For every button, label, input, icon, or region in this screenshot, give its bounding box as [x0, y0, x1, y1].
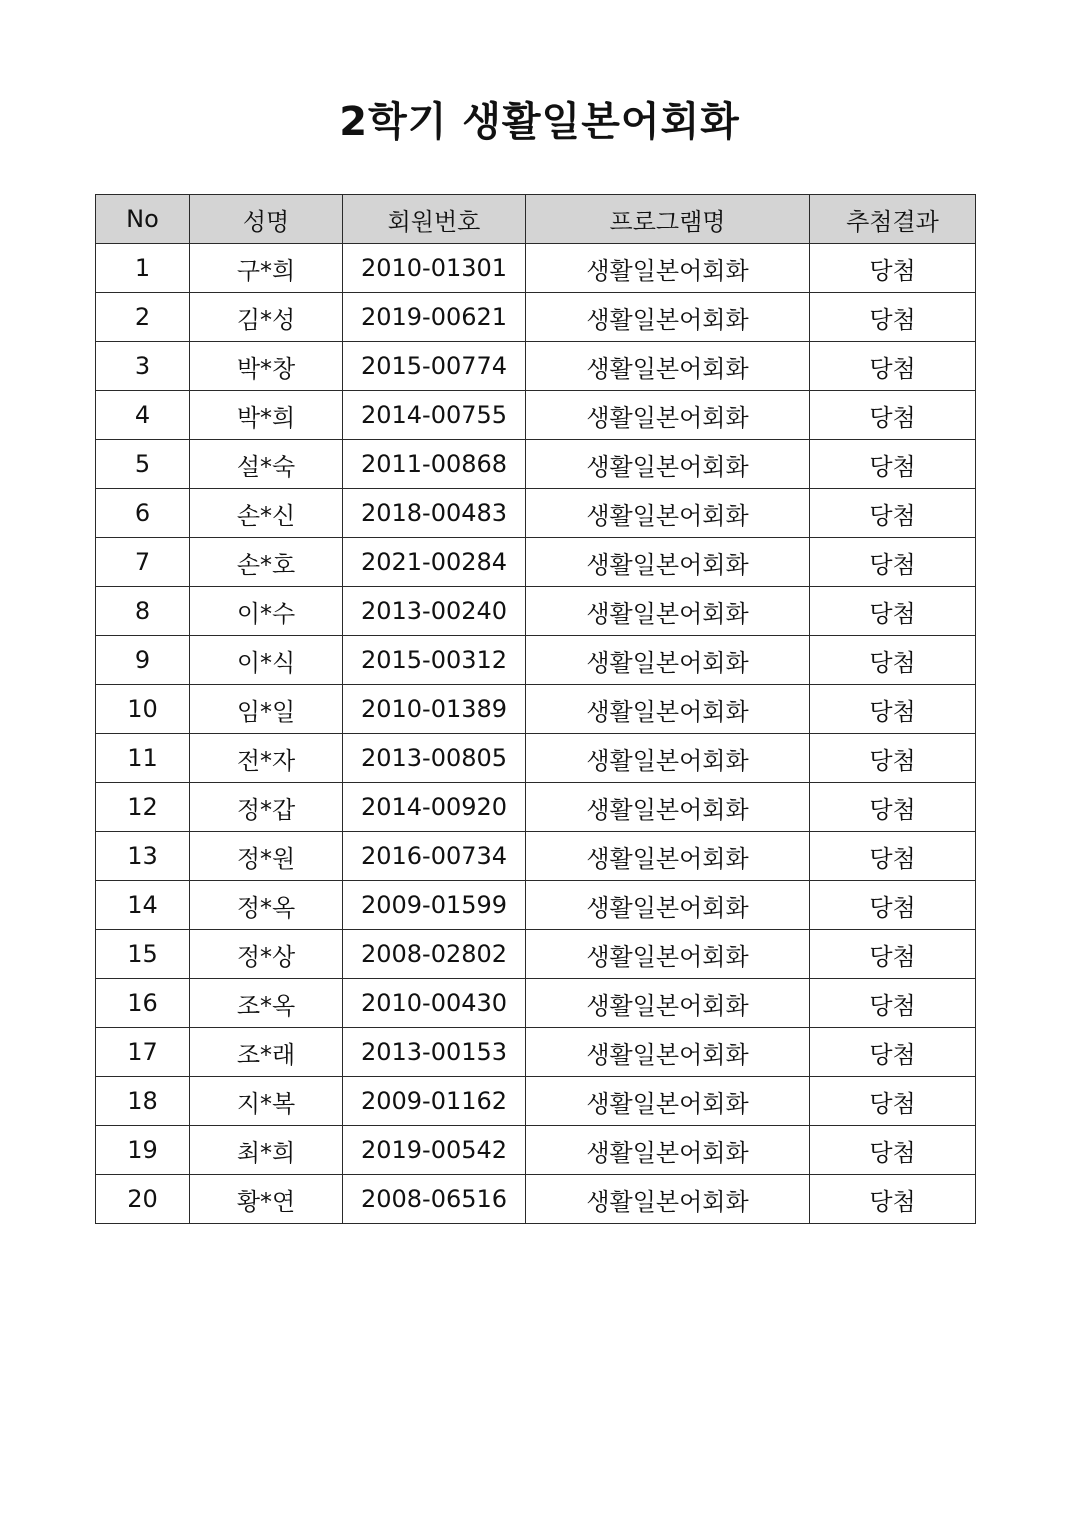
cell-no: 15 [96, 930, 190, 979]
cell-member-number: 2013-00240 [343, 587, 526, 636]
cell-draw-result: 당첨 [810, 538, 976, 587]
cell-no: 20 [96, 1175, 190, 1224]
cell-draw-result: 당첨 [810, 342, 976, 391]
cell-name: 구*희 [190, 244, 343, 293]
cell-no: 5 [96, 440, 190, 489]
table-row [96, 783, 976, 832]
cell-no: 8 [96, 587, 190, 636]
cell-member-number: 2018-00483 [343, 489, 526, 538]
cell-name: 조*옥 [190, 979, 343, 1028]
cell-name: 이*식 [190, 636, 343, 685]
cell-no: 12 [96, 783, 190, 832]
cell-name: 최*희 [190, 1126, 343, 1175]
cell-name: 정*원 [190, 832, 343, 881]
cell-program-name: 생활일본어회화 [526, 832, 810, 881]
header-no: No [96, 195, 190, 244]
cell-program-name: 생활일본어회화 [526, 636, 810, 685]
cell-program-name: 생활일본어회화 [526, 587, 810, 636]
cell-draw-result: 당첨 [810, 440, 976, 489]
cell-program-name: 생활일본어회화 [526, 685, 810, 734]
cell-no: 19 [96, 1126, 190, 1175]
table-row [96, 1028, 976, 1077]
cell-draw-result: 당첨 [810, 1077, 976, 1126]
cell-draw-result: 당첨 [810, 489, 976, 538]
cell-name: 손*호 [190, 538, 343, 587]
table-row [96, 489, 976, 538]
cell-member-number: 2014-00755 [343, 391, 526, 440]
cell-member-number: 2008-06516 [343, 1175, 526, 1224]
table-header-row [96, 195, 976, 244]
cell-name: 황*연 [190, 1175, 343, 1224]
table-body [96, 244, 976, 1224]
header-draw-result: 추첨결과 [810, 195, 976, 244]
cell-program-name: 생활일본어회화 [526, 1175, 810, 1224]
cell-draw-result: 당첨 [810, 244, 976, 293]
cell-draw-result: 당첨 [810, 391, 976, 440]
cell-no: 10 [96, 685, 190, 734]
cell-member-number: 2011-00868 [343, 440, 526, 489]
cell-program-name: 생활일본어회화 [526, 1126, 810, 1175]
cell-draw-result: 당첨 [810, 881, 976, 930]
cell-no: 6 [96, 489, 190, 538]
cell-name: 김*성 [190, 293, 343, 342]
table-row [96, 440, 976, 489]
cell-name: 박*창 [190, 342, 343, 391]
cell-no: 1 [96, 244, 190, 293]
table-row [96, 881, 976, 930]
cell-program-name: 생활일본어회화 [526, 391, 810, 440]
table-row [96, 636, 976, 685]
cell-member-number: 2019-00542 [343, 1126, 526, 1175]
cell-program-name: 생활일본어회화 [526, 734, 810, 783]
table-row [96, 342, 976, 391]
cell-member-number: 2009-01599 [343, 881, 526, 930]
cell-member-number: 2015-00774 [343, 342, 526, 391]
header-program-name: 프로그램명 [526, 195, 810, 244]
cell-program-name: 생활일본어회화 [526, 783, 810, 832]
cell-program-name: 생활일본어회화 [526, 244, 810, 293]
cell-name: 이*수 [190, 587, 343, 636]
cell-draw-result: 당첨 [810, 685, 976, 734]
cell-name: 임*일 [190, 685, 343, 734]
cell-member-number: 2019-00621 [343, 293, 526, 342]
cell-program-name: 생활일본어회화 [526, 1028, 810, 1077]
cell-member-number: 2010-00430 [343, 979, 526, 1028]
cell-name: 조*래 [190, 1028, 343, 1077]
cell-name: 정*상 [190, 930, 343, 979]
cell-no: 4 [96, 391, 190, 440]
page-title: 2학기 생활일본어회화 [339, 99, 740, 145]
cell-draw-result: 당첨 [810, 636, 976, 685]
cell-draw-result: 당첨 [810, 783, 976, 832]
cell-no: 17 [96, 1028, 190, 1077]
cell-member-number: 2013-00805 [343, 734, 526, 783]
cell-member-number: 2013-00153 [343, 1028, 526, 1077]
cell-no: 2 [96, 293, 190, 342]
cell-program-name: 생활일본어회화 [526, 342, 810, 391]
cell-member-number: 2016-00734 [343, 832, 526, 881]
cell-name: 손*신 [190, 489, 343, 538]
cell-name: 박*희 [190, 391, 343, 440]
cell-program-name: 생활일본어회화 [526, 1077, 810, 1126]
cell-member-number: 2015-00312 [343, 636, 526, 685]
cell-no: 18 [96, 1077, 190, 1126]
cell-member-number: 2010-01301 [343, 244, 526, 293]
cell-draw-result: 당첨 [810, 293, 976, 342]
cell-member-number: 2009-01162 [343, 1077, 526, 1126]
cell-draw-result: 당첨 [810, 734, 976, 783]
cell-program-name: 생활일본어회화 [526, 489, 810, 538]
cell-draw-result: 당첨 [810, 587, 976, 636]
cell-program-name: 생활일본어회화 [526, 979, 810, 1028]
table-row [96, 1126, 976, 1175]
table-row [96, 538, 976, 587]
lottery-results-table [95, 194, 976, 1224]
cell-name: 전*자 [190, 734, 343, 783]
cell-no: 16 [96, 979, 190, 1028]
cell-program-name: 생활일본어회화 [526, 440, 810, 489]
cell-no: 3 [96, 342, 190, 391]
cell-program-name: 생활일본어회화 [526, 293, 810, 342]
cell-name: 정*옥 [190, 881, 343, 930]
table-row [96, 734, 976, 783]
cell-draw-result: 당첨 [810, 1126, 976, 1175]
cell-member-number: 2021-00284 [343, 538, 526, 587]
table-row [96, 391, 976, 440]
cell-program-name: 생활일본어회화 [526, 881, 810, 930]
table-row [96, 1077, 976, 1126]
cell-member-number: 2008-02802 [343, 930, 526, 979]
cell-program-name: 생활일본어회화 [526, 930, 810, 979]
cell-no: 13 [96, 832, 190, 881]
cell-name: 정*갑 [190, 783, 343, 832]
cell-no: 9 [96, 636, 190, 685]
cell-member-number: 2014-00920 [343, 783, 526, 832]
cell-member-number: 2010-01389 [343, 685, 526, 734]
cell-draw-result: 당첨 [810, 1175, 976, 1224]
table-row [96, 293, 976, 342]
cell-no: 11 [96, 734, 190, 783]
cell-name: 설*숙 [190, 440, 343, 489]
cell-program-name: 생활일본어회화 [526, 538, 810, 587]
cell-draw-result: 당첨 [810, 832, 976, 881]
cell-no: 14 [96, 881, 190, 930]
table-row [96, 930, 976, 979]
cell-no: 7 [96, 538, 190, 587]
cell-draw-result: 당첨 [810, 979, 976, 1028]
table-row [96, 979, 976, 1028]
cell-draw-result: 당첨 [810, 1028, 976, 1077]
cell-name: 지*복 [190, 1077, 343, 1126]
header-member-number: 회원번호 [343, 195, 526, 244]
table-row [96, 685, 976, 734]
table-row [96, 587, 976, 636]
table-row [96, 1175, 976, 1224]
header-name: 성명 [190, 195, 343, 244]
table-row [96, 832, 976, 881]
cell-draw-result: 당첨 [810, 930, 976, 979]
table-row [96, 244, 976, 293]
